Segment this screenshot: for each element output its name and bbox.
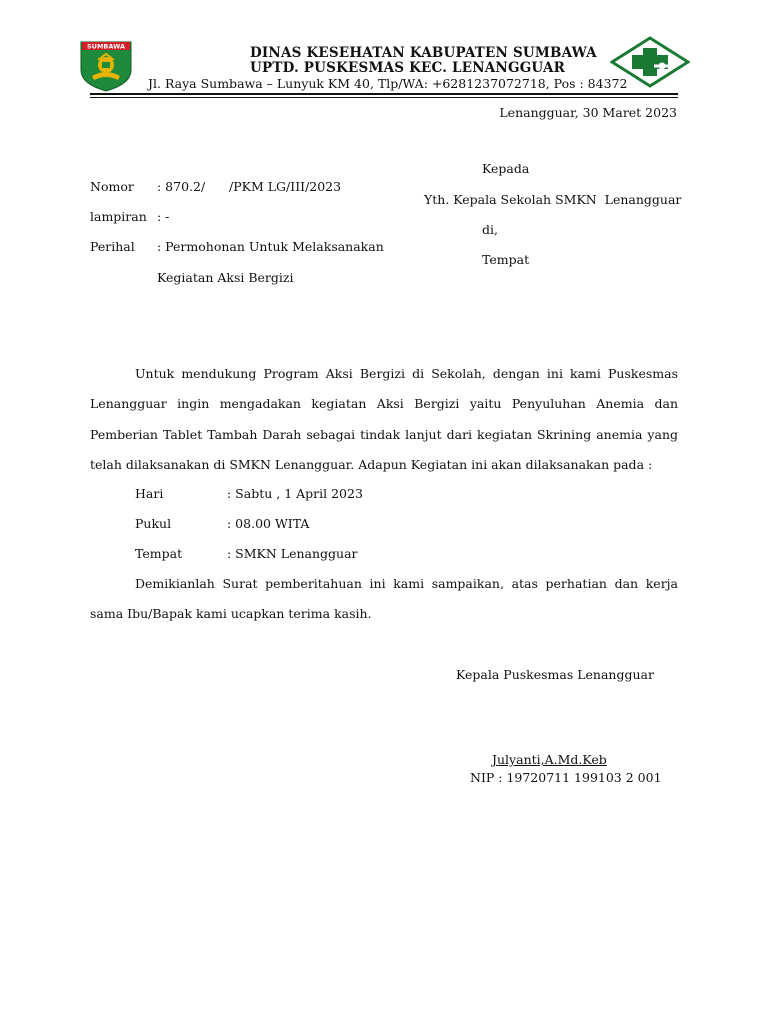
signature-title: Kepala Puskesmas Lenangguar (456, 667, 654, 682)
detail-value-hari: : Sabtu , 1 April 2023 (227, 486, 363, 501)
header-divider-thin (90, 97, 678, 98)
detail-label-tempat: Tempat (135, 546, 183, 561)
perihal-value-line2: Kegiatan Aksi Bergizi (157, 270, 294, 285)
nomor-label: Nomor (90, 179, 134, 194)
perihal-label: Perihal (90, 239, 135, 254)
detail-label-hari: Hari (135, 486, 164, 501)
signature-nip: NIP : 19720711 199103 2 001 (470, 770, 662, 785)
lampiran-value: : - (157, 209, 170, 224)
nomor-value: : 870.2/ /PKM LG/III/2023 (157, 179, 342, 194)
header-unit: UPTD. PUSKESMAS KEC. LENANGGUAR (250, 60, 566, 76)
puskesmas-logo (610, 36, 690, 88)
body-paragraph-2: Demikianlah Surat pemberitahuan ini kami sampaikan, atas perhatian dan kerja sama Ibu/Bapak kami ucapkan terima kasih. (90, 576, 678, 622)
detail-value-tempat: : SMKN Lenangguar (227, 546, 358, 561)
perihal-value: : Permohonan Untuk Melaksanakan (157, 239, 384, 254)
letter-date: Lenangguar, 30 Maret 2023 (499, 105, 677, 120)
emblem-text: SUMBAWA (86, 42, 126, 51)
body-paragraph-1: Untuk mendukung Program Aksi Bergizi di Sekolah, dengan ini kami Puskesmas Lenangguar ingin mengadakan kegiatan Aksi Bergizi yaitu Penyuluhan Anemia dan Pemberian Tablet Tambah Darah sebagai tindak lanjut dari kegiatan Skrining anemia yang telah dilaksanakan di SMKN Lenangguar. Adapun Kegiatan ini akan dilaksanakan pada : (90, 366, 678, 472)
recipient-kepada: Kepada (482, 161, 530, 176)
detail-value-pukul: : 08.00 WITA (227, 516, 310, 531)
recipient-place: Tempat (482, 252, 530, 267)
sumbawa-emblem-logo (78, 38, 134, 92)
recipient-di: di, (482, 222, 498, 237)
header-agency: DINAS KESEHATAN KABUPATEN SUMBAWA (250, 45, 597, 61)
signature-name: Julyanti,A.Md.Keb (492, 752, 607, 767)
recipient-name: Yth. Kepala Sekolah SMKN Lenangguar (424, 192, 682, 207)
detail-label-pukul: Pukul (135, 516, 172, 531)
header-divider (90, 93, 678, 95)
header-address: Jl. Raya Sumbawa – Lunyuk KM 40, Tlp/WA: +6281237072718, Pos : 84372 (148, 76, 628, 91)
lampiran-label: lampiran (90, 209, 147, 224)
